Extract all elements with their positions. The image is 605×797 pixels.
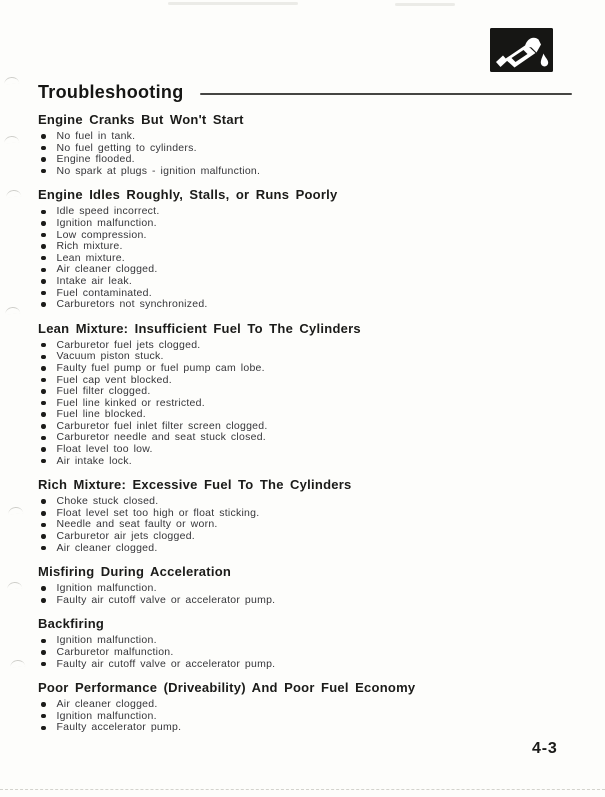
scan-artifact bbox=[7, 581, 23, 589]
bullet-icon bbox=[41, 523, 46, 528]
bullet-icon bbox=[41, 662, 46, 667]
section-heading: Lean Mixture: Insufficient Fuel To The Cylinders bbox=[38, 320, 361, 336]
bullet-icon bbox=[41, 424, 46, 429]
bullet-icon bbox=[41, 279, 46, 284]
symptom-item bbox=[38, 647, 572, 659]
page-edge-line bbox=[0, 789, 605, 790]
bullet-icon bbox=[41, 702, 46, 707]
symptom-text: Float level too low. bbox=[56, 443, 153, 456]
section-heading: Rich Mixture: Excessive Fuel To The Cylinders bbox=[38, 477, 352, 493]
symptom-text: Air intake lock. bbox=[56, 454, 132, 467]
symptom-text: Fuel cap vent blocked. bbox=[56, 373, 172, 386]
symptom-text: Carburetor fuel jets clogged. bbox=[56, 338, 201, 351]
symptom-item bbox=[38, 276, 572, 288]
symptom-text: Idle speed incorrect. bbox=[56, 205, 160, 218]
symptom-text: Air cleaner clogged. bbox=[56, 698, 158, 711]
symptom-list bbox=[38, 206, 572, 310]
bullet-icon bbox=[41, 436, 46, 441]
scan-artifact bbox=[10, 659, 26, 667]
symptom-text: Ignition malfunction. bbox=[56, 582, 157, 595]
bullet-icon bbox=[41, 726, 46, 731]
symptom-item bbox=[38, 595, 572, 607]
title-rule bbox=[200, 93, 573, 95]
section-heading: Misfiring During Acceleration bbox=[38, 564, 232, 580]
symptom-text: Ignition malfunction. bbox=[56, 216, 157, 229]
symptom-text: Faulty accelerator pump. bbox=[56, 721, 182, 734]
bullet-icon bbox=[41, 447, 46, 452]
symptom-text: Needle and seat faulty or worn. bbox=[56, 518, 218, 531]
symptom-item bbox=[38, 299, 572, 311]
bullet-icon bbox=[41, 355, 46, 360]
symptom-text: Fuel line blocked. bbox=[56, 408, 146, 421]
symptom-text: Vacuum piston stuck. bbox=[56, 350, 164, 363]
bullet-icon bbox=[41, 291, 46, 296]
symptom-text: Engine flooded. bbox=[56, 153, 135, 166]
scan-artifact bbox=[168, 2, 298, 5]
symptom-list bbox=[38, 496, 572, 554]
bullet-icon bbox=[41, 146, 46, 151]
symptom-item bbox=[38, 241, 572, 253]
symptom-text: Air cleaner clogged. bbox=[56, 263, 158, 276]
page-content bbox=[38, 82, 572, 744]
scan-artifact bbox=[8, 506, 24, 514]
bullet-icon bbox=[41, 378, 46, 383]
symptom-item bbox=[38, 659, 572, 671]
bullet-icon bbox=[41, 366, 46, 371]
troubleshooting-section bbox=[38, 321, 572, 468]
bullet-icon bbox=[41, 343, 46, 348]
symptom-list bbox=[38, 583, 572, 606]
symptom-list bbox=[38, 699, 572, 734]
troubleshooting-section bbox=[38, 187, 572, 310]
symptom-text: Faulty fuel pump or fuel pump cam lobe. bbox=[56, 361, 265, 374]
scan-artifact bbox=[6, 189, 22, 197]
section-heading: Poor Performance (Driveability) And Poor Fuel Economy bbox=[38, 680, 416, 696]
section-heading: Engine Idles Roughly, Stalls, or Runs Poorly bbox=[38, 187, 338, 203]
bullet-icon bbox=[41, 459, 46, 464]
symptom-item bbox=[38, 166, 572, 178]
bullet-icon bbox=[41, 268, 46, 273]
bullet-icon bbox=[41, 210, 46, 215]
symptom-item bbox=[38, 363, 572, 375]
symptom-list bbox=[38, 635, 572, 670]
symptom-text: Fuel line kinked or restricted. bbox=[56, 396, 205, 409]
symptom-list bbox=[38, 131, 572, 177]
symptom-item bbox=[38, 444, 572, 456]
symptom-text: Carburetor air jets clogged. bbox=[56, 530, 195, 543]
symptom-text: Air cleaner clogged. bbox=[56, 541, 158, 554]
symptom-text: Intake air leak. bbox=[56, 274, 132, 287]
scan-artifact bbox=[5, 306, 21, 314]
bullet-icon bbox=[41, 412, 46, 417]
symptom-item bbox=[38, 386, 572, 398]
bullet-icon bbox=[41, 169, 46, 174]
symptom-text: Ignition malfunction. bbox=[56, 709, 157, 722]
symptom-text: Faulty air cutoff valve or accelerator pump. bbox=[56, 657, 276, 670]
symptom-text: Fuel filter clogged. bbox=[56, 385, 151, 398]
troubleshooting-section bbox=[38, 680, 572, 734]
troubleshooting-section bbox=[38, 564, 572, 606]
bullet-icon bbox=[41, 256, 46, 261]
bullet-icon bbox=[41, 401, 46, 406]
bullet-icon bbox=[41, 598, 46, 603]
section-heading: Engine Cranks But Won't Start bbox=[38, 112, 244, 127]
scan-artifact bbox=[4, 135, 20, 143]
troubleshooting-section bbox=[38, 616, 572, 670]
symptom-text: Ignition malfunction. bbox=[56, 634, 157, 647]
symptom-text: Lean mixture. bbox=[56, 251, 125, 264]
title-row bbox=[38, 82, 572, 103]
bullet-icon bbox=[41, 650, 46, 655]
symptom-text: No spark at plugs - ignition malfunction. bbox=[56, 164, 261, 177]
bullet-icon bbox=[41, 546, 46, 551]
symptom-text: Carburetor fuel inlet filter screen clogged. bbox=[56, 419, 268, 432]
symptom-list bbox=[38, 340, 572, 468]
symptom-item bbox=[38, 543, 572, 555]
bullet-icon bbox=[41, 157, 46, 162]
symptom-text: Rich mixture. bbox=[56, 240, 123, 253]
bullet-icon bbox=[41, 639, 46, 644]
bullet-icon bbox=[41, 134, 46, 139]
bullet-icon bbox=[41, 233, 46, 238]
symptom-text: Fuel contaminated. bbox=[56, 286, 152, 299]
symptom-text: Faulty air cutoff valve or accelerator pump. bbox=[56, 593, 276, 606]
symptom-text: No fuel in tank. bbox=[56, 130, 136, 142]
symptom-text: Carburetor malfunction. bbox=[56, 646, 174, 658]
scan-artifact bbox=[395, 3, 455, 6]
symptom-item bbox=[38, 531, 572, 543]
troubleshooting-section bbox=[38, 477, 572, 554]
bullet-icon bbox=[41, 499, 46, 504]
troubleshooting-section bbox=[38, 112, 572, 177]
symptom-text: No fuel getting to cylinders. bbox=[56, 141, 197, 154]
bullet-icon bbox=[41, 534, 46, 539]
symptom-item bbox=[38, 131, 572, 143]
symptom-item bbox=[38, 456, 572, 468]
symptom-item bbox=[38, 218, 572, 230]
fuel-pump-icon bbox=[490, 28, 553, 72]
symptom-text: Choke stuck closed. bbox=[56, 495, 159, 508]
symptom-text: Carburetor needle and seat stuck closed. bbox=[56, 431, 266, 444]
bullet-icon bbox=[41, 389, 46, 394]
symptom-text: Carburetors not synchronized. bbox=[56, 298, 208, 311]
bullet-icon bbox=[41, 586, 46, 591]
page-number: 4-3 bbox=[532, 740, 558, 757]
troubleshooting-sections bbox=[38, 112, 572, 734]
bullet-icon bbox=[41, 714, 46, 719]
symptom-item bbox=[38, 722, 572, 734]
bullet-icon bbox=[41, 511, 46, 516]
section-heading: Backfiring bbox=[38, 616, 105, 632]
symptom-text: Low compression. bbox=[56, 228, 147, 241]
symptom-text: Float level set too high or float sticking. bbox=[56, 506, 260, 519]
bullet-icon bbox=[41, 302, 46, 307]
bullet-icon bbox=[41, 244, 46, 249]
scan-artifact bbox=[4, 76, 20, 84]
bullet-icon bbox=[41, 221, 46, 226]
page-title: Troubleshooting bbox=[38, 82, 184, 102]
